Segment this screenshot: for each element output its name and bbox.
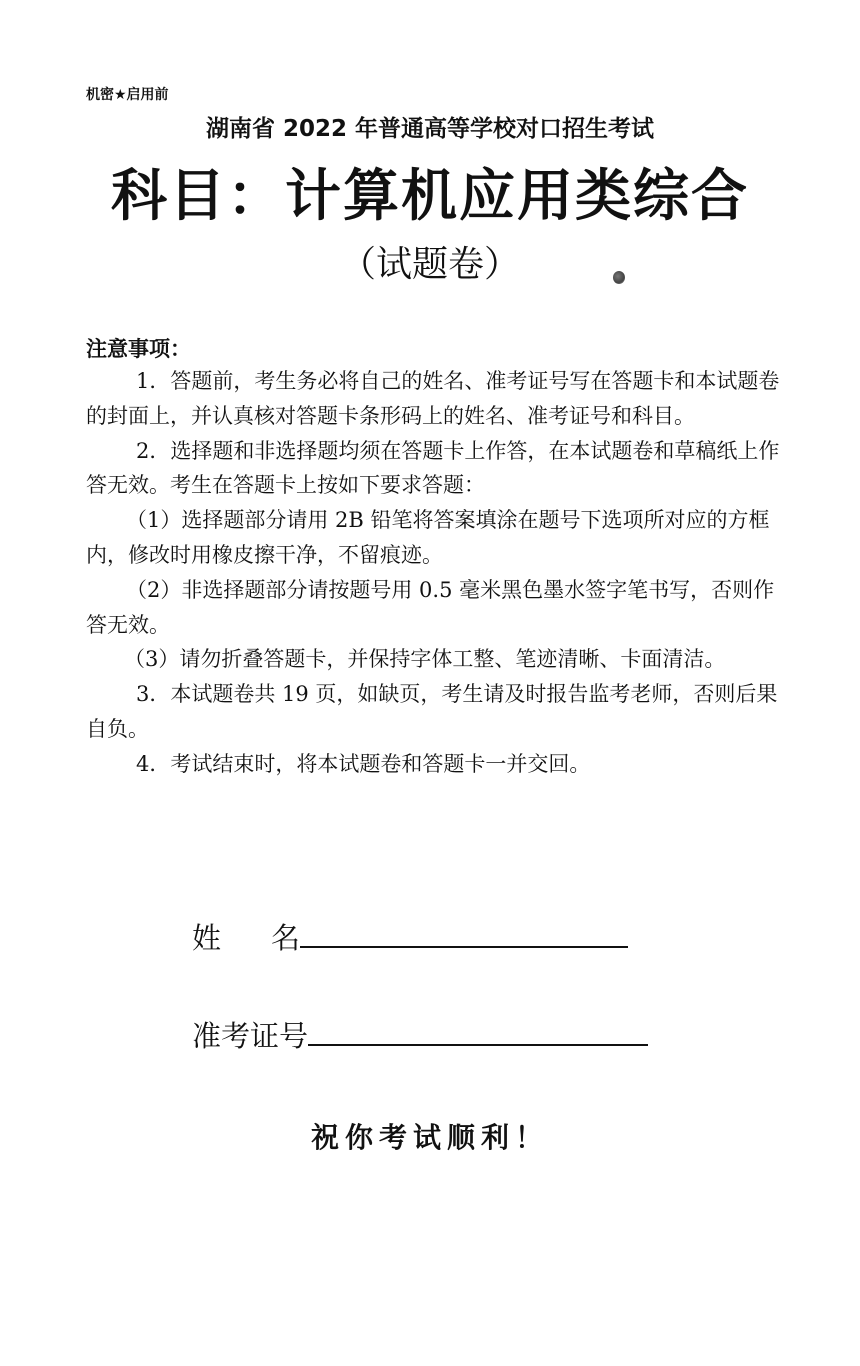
notice-item: （1）选择题部分请用 2B 铅笔将答案填涂在题号下选项所对应的方框内，修改时用橡皮擦干净，不留痕迹。 [86, 508, 770, 567]
name-field [192, 916, 628, 957]
blessing-text: 祝你考试顺利！ [310, 1121, 549, 1154]
name-label-part1: 姓 [192, 921, 222, 955]
notice-body [86, 364, 786, 782]
confidential-mark: 机密★启用前 [86, 87, 169, 103]
exam-title: 湖南省 2022 年普通高等学校对口招生考试 [205, 116, 655, 142]
name-blank-line[interactable] [300, 944, 628, 948]
subject-title: 科目：计算机应用类综合 [111, 164, 749, 229]
notice-item: （2）非选择题部分请按题号用 0.5 毫米黑色墨水签字笔书写，否则作答无效。 [86, 577, 775, 637]
notice-item: 2．选择题和非选择题均须在答题卡上作答，在本试题卷和草稿纸上作答无效。考生在答题卡上按如下要求答题： [86, 438, 780, 498]
exam-id-blank-line[interactable] [308, 1042, 648, 1046]
notice-item: （3）请勿折叠答题卡，并保持字体工整、笔迹清晰、卡面清洁。 [124, 647, 726, 672]
exam-id-field [192, 1014, 648, 1055]
ink-smudge [613, 271, 625, 284]
name-label-part2: 名 [271, 921, 301, 955]
notice-item: 3．本试题卷共 19 页，如缺页，考生请及时报告监考老师，否则后果自负。 [86, 682, 778, 741]
notice-item: 1．答题前，考生务必将自己的姓名、准考证号写在答题卡和本试题卷的封面上，并认真核对答题卡条形码上的姓名、准考证号和科目。 [86, 369, 780, 428]
notice-item: 4．考试结束时，将本试题卷和答题卡一并交回。 [136, 751, 591, 776]
paper-type: （试题卷） [339, 244, 520, 285]
notice-heading: 注意事项： [86, 337, 191, 361]
exam-id-label: 准考证号 [192, 1019, 309, 1053]
